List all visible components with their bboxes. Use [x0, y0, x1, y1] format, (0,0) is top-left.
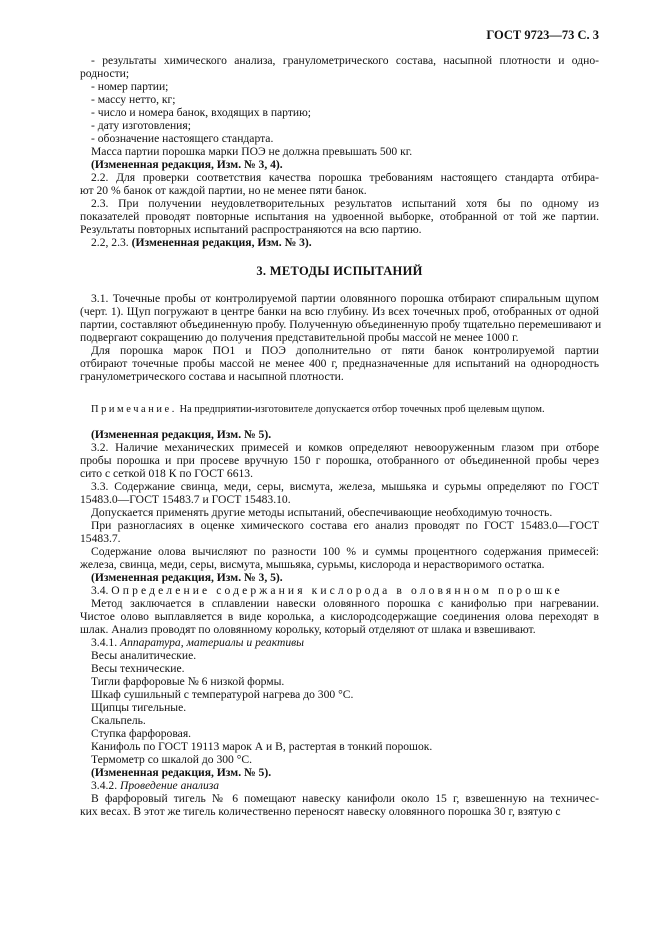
text-run: Канифоль по ГОСТ 19113 марок А и В, растертая в тонкий порошок.: [91, 740, 433, 753]
text-line: [80, 727, 599, 740]
text-line: [80, 506, 599, 519]
paragraph: [80, 132, 599, 145]
text-line: [80, 675, 599, 688]
text-line: [80, 766, 599, 779]
text-line: [80, 184, 599, 197]
paragraph: [80, 766, 599, 779]
text-line: [80, 493, 599, 506]
text-line: [80, 597, 599, 610]
text-run: гранулометрического состава и насыпной плотности.: [80, 370, 344, 383]
paragraph: [80, 428, 599, 441]
text-run: Определение содержания кислорода в оловянном порошке: [111, 584, 563, 597]
text-run: Термометр со шкалой до 300 °С.: [91, 753, 253, 766]
text-run: 2.2, 2.3.: [91, 236, 132, 249]
text-line: [80, 344, 599, 357]
text-line: [80, 145, 599, 158]
paragraph: [80, 506, 599, 519]
text-run: 3.4.: [91, 584, 112, 597]
text-run: пробы порошка и при просеве вручную 150 г порошка, отобранного от объединенной пробы через: [80, 454, 599, 467]
text-line: [80, 519, 599, 532]
text-run: 3.1. Точечные пробы от контролируемой партии оловянного порошка отбирают спиральным щупом: [91, 292, 599, 305]
note: [80, 403, 599, 416]
text-run: Шкаф сушильный с температурой нагрева до 300 °С.: [91, 688, 354, 701]
text-run: (Измененная редакция, Изм. № 3, 4).: [91, 158, 283, 171]
text-run: Щипцы тигельные.: [91, 701, 187, 714]
text-line: [80, 805, 599, 818]
text-line: [80, 171, 599, 184]
text-run: (черт. 1). Щуп погружают в центре банки на всю глубину. Из всех точечных проб, отобранных от одной: [80, 305, 599, 318]
section-3-paragraphs: [80, 292, 602, 383]
text-run: Весы технические.: [91, 662, 185, 675]
text-line: [80, 54, 599, 67]
text-line: [80, 701, 599, 714]
paragraph: [80, 571, 599, 584]
section-3-continued: [80, 428, 599, 818]
text-run: - число и номера банок, входящих в партию;: [91, 106, 311, 119]
text-run: Результаты повторных испытаний распространяются на всю партию.: [80, 223, 422, 236]
text-line: [80, 571, 599, 584]
paragraph: [80, 636, 599, 649]
paragraph: [80, 480, 599, 506]
text-run: - массу нетто, кг;: [91, 93, 176, 106]
paragraph: [80, 701, 599, 714]
text-line: [80, 93, 599, 106]
paragraph: [80, 54, 599, 80]
paragraph: [80, 779, 599, 792]
text-run: 15483.7.: [80, 532, 121, 545]
text-line: [80, 467, 599, 480]
text-run: Содержание олова вычисляют по разности 100 % и суммы процентного содержания примесей:: [91, 545, 599, 558]
running-header: ГОСТ 9723—73 С. 3: [486, 28, 599, 42]
text-line: [80, 753, 599, 766]
text-line: [80, 688, 599, 701]
paragraph: [80, 753, 599, 766]
paragraph: [80, 675, 599, 688]
text-run: шлак. Анализ проводят по оловянному корольку, который отделяют от шлака и взвешивают.: [80, 623, 536, 636]
note-text: На предприятии-изготовителе допускается отбор точечных проб щелевым щупом.: [176, 404, 545, 415]
text-line: [80, 119, 599, 132]
text-line: [80, 318, 602, 331]
text-run: (Измененная редакция, Изм. № 3, 5).: [91, 571, 283, 584]
text-run: сито с сеткой 018 К по ГОСТ 6613.: [80, 467, 253, 480]
text-run: 2.3. При получении неудовлетворительных результатов испытаний хотя бы по одному из: [91, 197, 599, 210]
text-run: ют 20 % банок от каждой партии, но не менее пяти банок.: [80, 184, 367, 197]
text-line: [80, 331, 599, 344]
text-run: Проведение анализа: [119, 779, 220, 792]
text-line: [80, 80, 599, 93]
text-line: [80, 584, 599, 597]
paragraph: [80, 545, 599, 571]
text-run: показателей проводят повторные испытания на удвоенной выборке, отобранной от той же партии.: [80, 210, 599, 223]
text-line: [80, 649, 599, 662]
text-run: При разногласиях в оценке химического состава его анализ проводят по ГОСТ 15483.0—ГОСТ: [91, 519, 599, 532]
text-line: [80, 558, 599, 571]
paragraph: [80, 119, 599, 132]
paragraph: [80, 649, 599, 662]
paragraph: [80, 171, 599, 197]
text-run: Ступка фарфоровая.: [91, 727, 192, 740]
paragraph: [80, 106, 599, 119]
text-run: Скальпель.: [91, 714, 146, 727]
text-run: Чистое олово выплавляется в виде королька, а кислородсодержащие соединения олова переходят в: [80, 610, 599, 623]
text-run: Допускается применять другие методы испытаний, обеспечивающие необходимую точность.: [91, 506, 553, 519]
text-line: [80, 370, 599, 383]
text-line: [80, 236, 599, 249]
paragraph: [80, 93, 599, 106]
paragraph: [80, 727, 599, 740]
text-run: Для порошка марок ПО1 и ПОЭ дополнительно от пяти банок контролируемой партии: [91, 344, 599, 357]
text-run: - обозначение настоящего стандарта.: [91, 132, 274, 145]
text-run: Аппаратура, материалы и реактивы: [119, 636, 305, 649]
paragraph: [80, 344, 599, 383]
paragraph: [80, 292, 602, 344]
text-line: [80, 292, 599, 305]
text-line: [80, 662, 599, 675]
paragraph: [80, 236, 599, 249]
text-run: 15483.0—ГОСТ 15483.7 и ГОСТ 15483.10.: [80, 493, 291, 506]
section-heading: 3. МЕТОДЫ ИСПЫТАНИЙ: [256, 264, 423, 278]
text-run: железа, свинца, меди, серы, висмута, мышьяка, сурьмы, кислорода и нерастворимого остатка.: [80, 558, 545, 571]
text-line: [80, 106, 599, 119]
text-line: [80, 480, 599, 493]
text-run: - номер партии;: [91, 80, 169, 93]
paragraph: [80, 145, 599, 158]
paragraph: [80, 584, 599, 597]
text-run: Весы аналитические.: [91, 649, 197, 662]
paragraph: [80, 740, 599, 753]
paragraph: [80, 441, 599, 480]
text-run: партии, составляют объединенную пробу. Полученную объединенную пробу тщательно перемешивают и: [80, 318, 602, 331]
text-line: [80, 428, 599, 441]
text-line: [80, 441, 599, 454]
text-line: [80, 545, 599, 558]
text-run: 3.2. Наличие механических примесей и комков определяют невооруженным глазом при отборе: [91, 441, 599, 454]
text-run: Тигли фарфоровые № 6 низкой формы.: [91, 675, 285, 688]
text-run: - дату изготовления;: [91, 119, 191, 132]
text-line: [80, 132, 599, 145]
text-run: В фарфоровый тигель № 6 помещают навеску канифоли около 15 г, взвешенную на техничес-: [91, 792, 599, 805]
text-run: - результаты химического анализа, гранулометрического состава, насыпной плотности и одно-: [91, 54, 599, 67]
text-line: [80, 210, 599, 223]
text-line: [80, 636, 599, 649]
text-run: (Измененная редакция, Изм. № 3).: [131, 236, 312, 249]
paragraph: [80, 158, 599, 171]
text-line: [80, 779, 599, 792]
text-line: [80, 740, 599, 753]
note-label: Примечание.: [91, 404, 177, 415]
text-line: [80, 610, 599, 623]
text-line: [80, 792, 599, 805]
text-run: 2.2. Для проверки соответствия качества порошка требованиям настоящего стандарта отбира-: [91, 171, 599, 184]
text-run: 3.4.2.: [91, 779, 120, 792]
paragraph: [80, 519, 599, 545]
text-line: [80, 67, 599, 80]
text-run: подвергают сокращению до получения представительной пробы массой не менее 1000 г.: [80, 331, 519, 344]
paragraph: [80, 80, 599, 93]
text-line: [80, 305, 599, 318]
paragraph: [80, 197, 599, 236]
paragraph: [80, 714, 599, 727]
text-line: [80, 357, 599, 370]
document-body: [80, 54, 602, 818]
text-line: [80, 197, 599, 210]
text-line: [80, 454, 599, 467]
paragraph: [80, 792, 599, 818]
paragraph: [80, 688, 599, 701]
section-2-continuation: [80, 54, 599, 249]
text-run: 3.3. Содержание свинца, меди, серы, висмута, железа, мышьяка и сурьмы определяют по ГОСТ: [91, 480, 599, 493]
paragraph: [80, 597, 599, 636]
paragraph: [80, 662, 599, 675]
text-run: (Измененная редакция, Изм. № 5).: [91, 766, 272, 779]
text-run: родности;: [80, 67, 130, 80]
text-line: [80, 714, 599, 727]
text-run: Масса партии порошка марки ПОЭ не должна превышать 500 кг.: [91, 145, 413, 158]
text-run: отбирают точечные пробы массой не менее 400 г, предназначенные для испытаний на однородность: [80, 357, 599, 370]
text-run: 3.4.1.: [91, 636, 120, 649]
text-line: [80, 532, 599, 545]
text-line: [80, 223, 599, 236]
text-line: [80, 623, 599, 636]
text-line: [80, 158, 599, 171]
text-run: ких весах. В этот же тигель количественно переносят навеску оловянного порошка 30 г, взятую с: [80, 805, 561, 818]
text-run: (Измененная редакция, Изм. № 5).: [91, 428, 272, 441]
text-run: Метод заключается в сплавлении навески оловянного порошка с канифолью при нагревании.: [91, 597, 599, 610]
